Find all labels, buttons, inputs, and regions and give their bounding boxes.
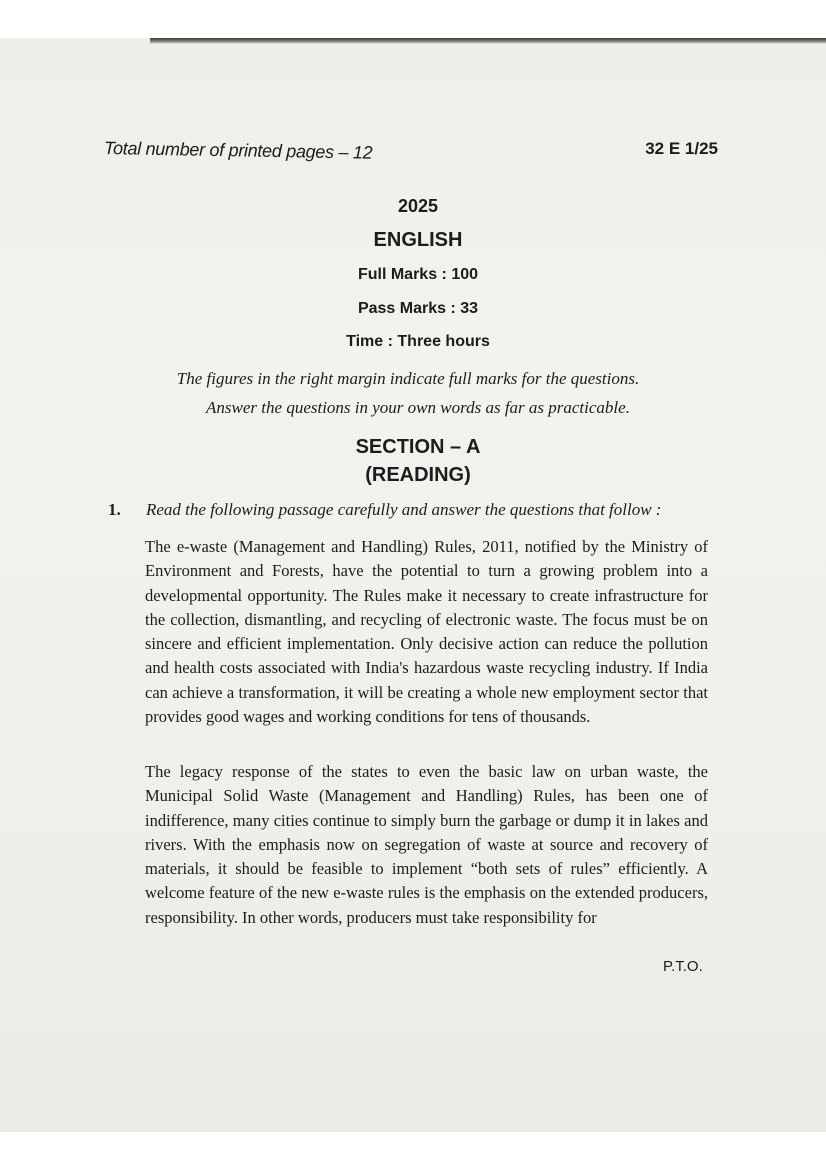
exam-time: Time : Three hours [346, 333, 490, 350]
question-prompt: Read the following passage carefully and answer the questions that follow : [146, 500, 662, 519]
instruction-marks: The figures in the right margin indicate full marks for the questions. [176, 369, 640, 388]
header-line [103, 138, 718, 163]
paper-code: 32 E 1/25 [645, 139, 718, 158]
question-number: 1. [108, 500, 121, 519]
pass-marks: Pass Marks : 33 [357, 300, 479, 317]
section-subtitle: (READING) [365, 464, 471, 486]
section-title: SECTION – A [355, 436, 481, 458]
passage-paragraph-1: The e-waste (Management and Handling) Rules, 2011, notified by the Ministry of Environment and Forests, have the potential to turn a growing problem into a developmental opportunity. The Rules make it necessary to create infrastructure for the collection, dismantling, and recycling of electronic waste. The focus must be on sincere and efficient implementation. Only decisive action can reduce the pollution and health costs associated with India's hazardous waste recycling industry. If India can achieve a transformation, it will be creating a whole new employment sector that provides good wages and working conditions for tens of thousands. [145, 537, 708, 727]
exam-year: 2025 [397, 196, 439, 216]
instruction-own-words: Answer the questions in your own words as far as practicable. [206, 398, 630, 417]
full-marks: Full Marks : 100 [357, 266, 479, 283]
paper-top-edge [150, 38, 826, 44]
question-1 [108, 500, 708, 520]
exam-subject: ENGLISH [373, 229, 463, 251]
printed-pages-count: Total number of printed pages – 12 [103, 138, 373, 163]
pto-label: P.T.O. [663, 958, 703, 975]
passage-paragraph-2: The legacy response of the states to even the basic law on urban waste, the Municipal Solid Waste (Management and Handling) Rules, has been one of indifference, many cities continue to simply burn the garbage or dump it in lakes and rivers. With the emphasis now on segregation of waste at source and recovery of materials, it should be feasible to implement “both sets of rules” efficiently. A welcome feature of the new e-waste rules is the emphasis on the extended producers, responsibility. In other words, producers must take responsibility for [145, 762, 708, 927]
